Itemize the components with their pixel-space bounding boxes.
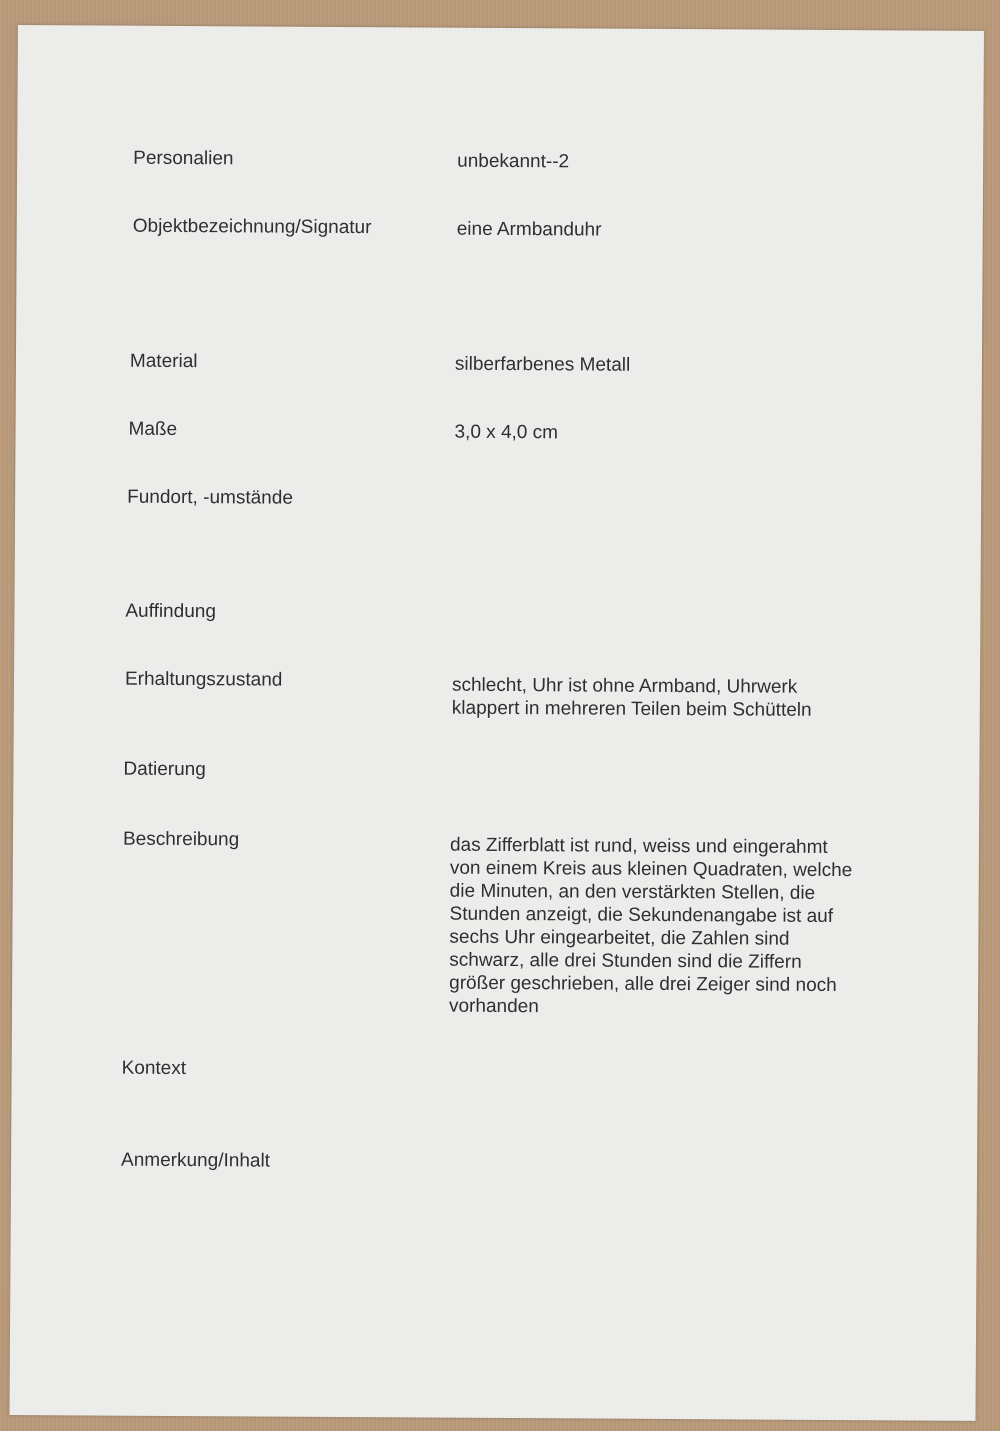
field-label-masse: Maße bbox=[128, 418, 178, 440]
field-label-datierung: Datierung bbox=[123, 758, 206, 781]
field-label-anmerkung: Anmerkung/Inhalt bbox=[121, 1149, 271, 1172]
field-label-erhaltungszustand: Erhaltungszustand bbox=[124, 668, 283, 691]
field-label-fundort: Fundort, -umstände bbox=[127, 486, 293, 509]
field-value-auffindung bbox=[453, 603, 883, 606]
field-value-masse: 3,0 x 4,0 cm bbox=[454, 421, 559, 444]
field-value-fundort bbox=[454, 489, 884, 492]
field-value-anmerkung bbox=[448, 1152, 878, 1155]
field-value-datierung bbox=[452, 761, 882, 764]
field-value-objektbezeichnung: eine Armbanduhr bbox=[456, 218, 602, 241]
field-label-auffindung: Auffindung bbox=[125, 600, 216, 623]
field-value-beschreibung: das Zifferblatt ist rund, weiss und eingerahmt von einem Kreis aus kleinen Quadraten, welche die Minuten, an den verstärkten Stellen, die Stunden anzeigt, die Sekundenangabe ist auf sechs Uhr eingearbeitet, die Zahlen sind schwarz, alle drei Stunden sind die Ziffern größer geschrieben, alle drei Zeiger sind noch vorhanden bbox=[448, 834, 853, 1018]
field-label-kontext: Kontext bbox=[121, 1057, 187, 1080]
field-value-material: silberfarbenes Metall bbox=[454, 353, 631, 376]
field-label-beschreibung: Beschreibung bbox=[122, 828, 240, 851]
field-label-material: Material bbox=[129, 350, 198, 373]
field-value-personalien: unbekannt--2 bbox=[457, 150, 570, 173]
field-label-objektbezeichnung: Objektbezeichnung/Signatur bbox=[132, 215, 372, 239]
field-value-erhaltungszustand: schlecht, Uhr ist ohne Armband, Uhrwerk klappert in mehreren Teilen beim Schütteln bbox=[451, 674, 812, 721]
field-value-kontext bbox=[449, 1060, 879, 1063]
document-sheet bbox=[10, 25, 984, 1421]
field-label-personalien: Personalien bbox=[133, 147, 234, 170]
